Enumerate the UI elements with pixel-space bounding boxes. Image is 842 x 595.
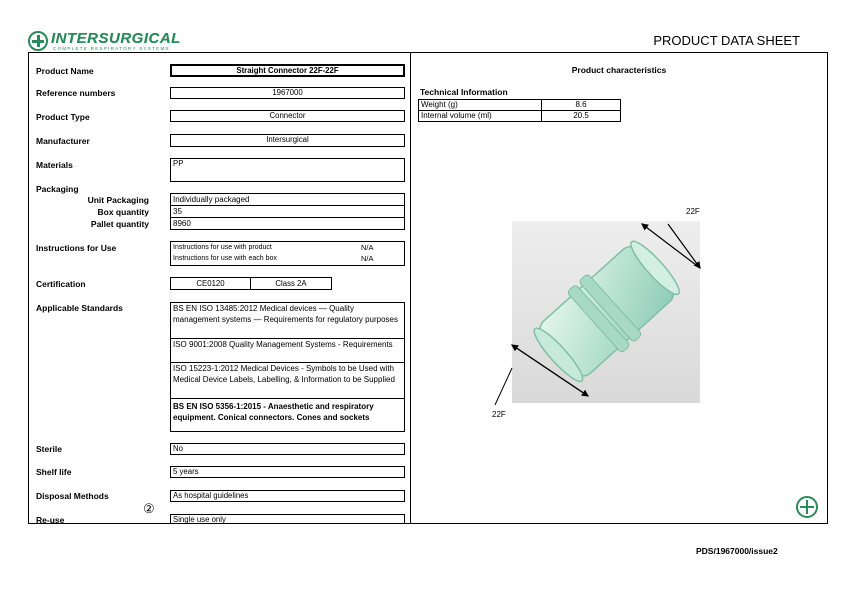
product-name-label: Product Name xyxy=(36,66,94,76)
instructions-label: Instructions for Use xyxy=(36,243,117,253)
reuse-value: Single use only xyxy=(170,514,405,524)
instructions-row xyxy=(171,253,404,264)
tech-row-name: Internal volume (ml) xyxy=(419,111,542,122)
brand-cross-icon xyxy=(796,496,818,518)
dim-arrow-top xyxy=(668,224,700,268)
dim-label-bottom: 22F xyxy=(492,410,506,419)
document-reference: PDS/1967000/issue2 xyxy=(696,546,778,556)
standard-item: ISO 15223-1:2012 Medical Devices - Symbols to be Used with Medical Device Labels, Labelling, & Information to be Supplied xyxy=(171,363,404,399)
box-quantity-value: 35 xyxy=(171,206,404,218)
materials-label: Materials xyxy=(36,160,73,170)
standard-item: ISO 9001:2008 Quality Management Systems - Requirements xyxy=(171,339,404,363)
brand-tagline: COMPLETE RESPIRATORY SYSTEMS xyxy=(53,46,170,51)
sterile-value: No xyxy=(170,443,405,455)
dim-label-top: 22F xyxy=(686,207,700,216)
sheet-title: PRODUCT DATA SHEET xyxy=(653,33,800,48)
instructions-box-value: N/A xyxy=(361,254,374,263)
unit-packaging-value: Individually packaged xyxy=(171,194,404,206)
tech-row-value: 20.5 xyxy=(542,111,621,122)
intersurgical-logo xyxy=(28,31,181,51)
standards-list xyxy=(170,302,405,432)
instructions-product-text: Instructions for use with product xyxy=(173,244,272,251)
tech-row-name: Weight (g) xyxy=(419,100,542,111)
manufacturer-label: Manufacturer xyxy=(36,136,90,146)
product-name-value: Straight Connector 22F-22F xyxy=(170,64,405,77)
certification-class-value: Class 2A xyxy=(250,277,332,290)
box-quantity-label: Box quantity xyxy=(97,207,149,217)
instructions-box xyxy=(170,241,405,266)
standard-item: BS EN ISO 13485:2012 Medical devices — Quality management systems — Requirements for regulatory purposes xyxy=(171,303,404,339)
disposal-label: Disposal Methods xyxy=(36,491,109,501)
product-type-value: Connector xyxy=(170,110,405,122)
product-characteristics-title: Product characteristics xyxy=(571,65,667,75)
brand-cross-icon xyxy=(28,31,48,51)
dim-arrow-top xyxy=(642,224,700,268)
instructions-row xyxy=(171,242,404,253)
standard-item: BS EN ISO 5356-1:2015 - Anaesthetic and respiratory equipment. Conical connectors. Cones and sockets xyxy=(173,402,374,422)
technical-information-title: Technical Information xyxy=(420,87,508,97)
reuse-label: Re-use xyxy=(36,515,65,525)
dim-leader-bottom xyxy=(495,368,512,405)
certification-ce-value: CE0120 xyxy=(170,277,251,290)
dimension-arrows xyxy=(410,200,828,420)
materials-value: PP xyxy=(170,158,405,182)
standards-label: Applicable Standards xyxy=(36,303,123,313)
packaging-label: Packaging xyxy=(36,184,79,194)
table-row xyxy=(419,111,621,122)
packaging-box xyxy=(170,193,405,230)
technical-information-table xyxy=(418,99,621,122)
reference-numbers-value: 1967000 xyxy=(170,87,405,99)
shelf-life-label: Shelf life xyxy=(36,467,72,477)
unit-packaging-label: Unit Packaging xyxy=(87,195,149,205)
do-not-reuse-icon: ② xyxy=(143,501,155,516)
disposal-value: As hospital guidelines xyxy=(170,490,405,502)
manufacturer-value: Intersurgical xyxy=(170,134,405,147)
dim-arrow-bottom xyxy=(512,345,588,396)
brand-name: INTERSURGICAL xyxy=(51,30,181,47)
product-type-label: Product Type xyxy=(36,112,90,122)
pallet-quantity-label: Pallet quantity xyxy=(90,219,149,229)
sterile-label: Sterile xyxy=(36,444,62,454)
certification-label: Certification xyxy=(36,279,86,289)
tech-row-value: 8.6 xyxy=(542,100,621,111)
reference-numbers-label: Reference numbers xyxy=(36,88,116,98)
table-row xyxy=(419,100,621,111)
pallet-quantity-value: 8960 xyxy=(173,219,191,228)
instructions-box-text: Instructions for use with each box xyxy=(173,255,277,262)
instructions-product-value: N/A xyxy=(361,243,374,252)
shelf-life-value: 5 years xyxy=(170,466,405,478)
